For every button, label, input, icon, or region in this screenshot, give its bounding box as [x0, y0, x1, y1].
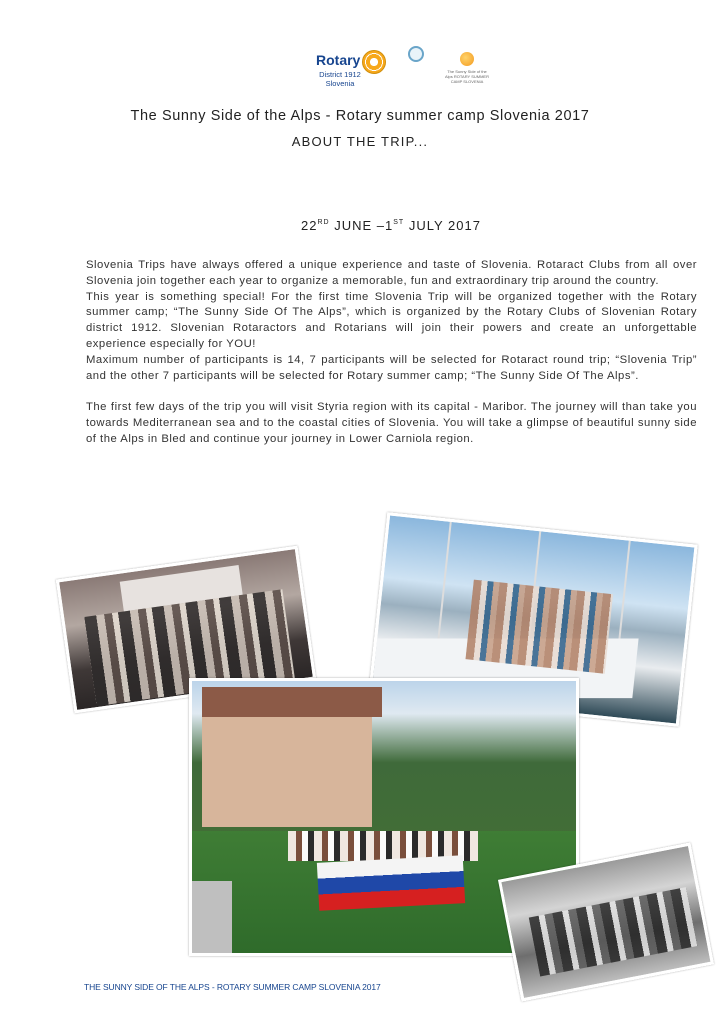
start-suffix: RD — [317, 219, 330, 226]
sun-icon — [460, 52, 474, 66]
rotary-wheel-icon — [362, 50, 386, 74]
trip-description — [86, 258, 697, 448]
start-month: JUNE –1 — [329, 218, 394, 233]
page-footer: THE SUNNY SIDE OF THE ALPS - ROTARY SUMMER CAMP SLOVENIA 2017 — [84, 982, 381, 992]
start-day: 22 — [301, 218, 318, 233]
rotary-district-number: District 1912 — [319, 70, 361, 79]
emblem-icon — [408, 46, 424, 62]
rotary-district-label — [318, 70, 362, 88]
photo-people — [465, 580, 613, 674]
rotary-district-country: Slovenia — [325, 79, 355, 88]
page-subtitle: ABOUT THE TRIP... — [291, 134, 429, 149]
paragraph-intro: Slovenia Trips have always offered a unique experience and taste of Slovenia. Rotaract Clubs from all over Slovenia join together each year to organize a memorable, fun and extraordinary trip around the country. — [86, 259, 697, 287]
path — [192, 881, 232, 956]
logo-bar — [0, 44, 720, 94]
villa-building — [202, 687, 372, 827]
paragraph-itinerary: The first few days of the trip you will visit Styria region with its capital - Maribor. The journey will than take you towards Mediterranean sea and to the coastal cities of Slovenia. You will take a glimpse of beautiful sunny side of the Alps in Bled and continue your journey in Lower Carniola region. — [86, 401, 697, 445]
summer-camp-logo-text: The Sunny Side of the Alps ROTARY SUMMER CAMP SLOVENIA — [444, 69, 489, 84]
trip-dates — [0, 218, 720, 233]
end-suffix: ST — [393, 219, 405, 226]
summer-camp-logo — [444, 52, 490, 92]
page-title: The Sunny Side of the Alps - Rotary summer camp Slovenia 2017 — [130, 108, 590, 124]
photo-cyclists — [529, 887, 698, 976]
rotary-wordmark: Rotary — [316, 52, 361, 68]
paragraph-participants: Maximum number of participants is 14, 7 participants will be selected for Rotaract round trip; “Slovenia Trip” and the other 7 participants will be selected for Rotary summer camp; “The Sunny Side Of The Alps”. — [86, 353, 697, 382]
paragraph-special: This year is something special! For the first time Slovenia Trip will be organized together with the Rotary summer camp; “The Sunny Side Of The Alps”, which is organized by the Rotary Clubs of Slovenian Rotary district 1912. Slovenian Rotaractors and Rotarians will join their powers and create an unforgettable experience especially for YOU! — [86, 290, 697, 350]
partner-emblem-logo — [403, 46, 429, 90]
rotary-district-logo — [316, 48, 390, 90]
slovenian-flag — [317, 855, 465, 911]
villa-roof — [202, 687, 382, 717]
end-rest: JULY 2017 — [404, 218, 481, 233]
